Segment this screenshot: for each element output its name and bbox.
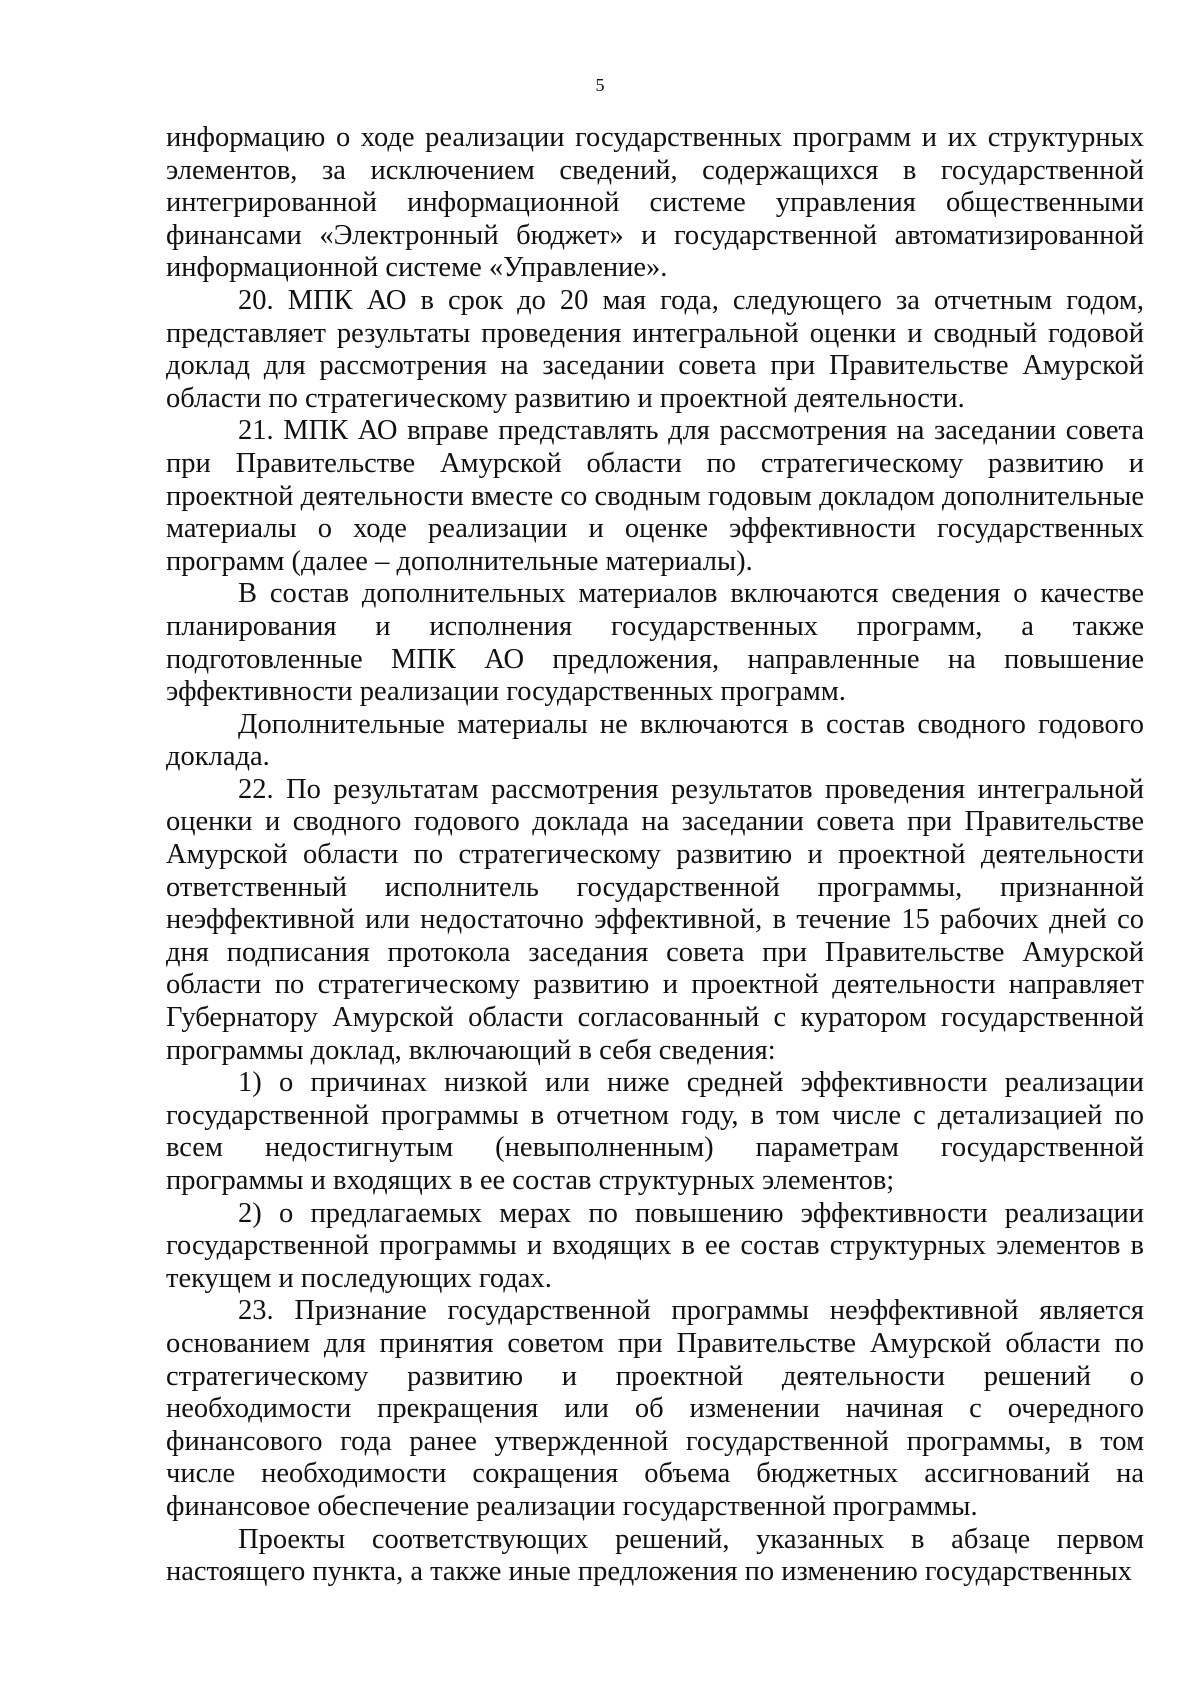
paragraph-continuation: информацию о ходе реализации государственных программ и их структурных элементов, за исключением сведений, содержащихся в государственной интегрированной информационной системе управления общественными финансами «Электронный бюджет» и государственной автоматизированной информационной системе «Управление». (166, 122, 1144, 284)
paragraph-item-22: 22. По результатам рассмотрения результатов проведения интегральной оценки и сводного годового доклада на заседании совета при Правительстве Амурской области по стратегическому развитию и проектной деятельности ответственный исполнитель государственной программы, признанной неэффективной или недостаточно эффективной, в течение 15 рабочих дней со дня подписания протокола заседания совета при Правительстве Амурской области по стратегическому развитию и проектной деятельности направляет Губернатору Амурской области согласованный с куратором государственной программы доклад, включающий в себя сведения: (166, 773, 1144, 1066)
paragraph-additional-materials-content: В состав дополнительных материалов включаются сведения о качестве планирования и исполнения государственных программ, а также подготовленные МПК АО предложения, направленные на повышение эффективности реализации государственных программ. (166, 578, 1144, 708)
page-number: 5 (595, 75, 605, 95)
paragraph-item-23: 23. Признание государственной программы неэффективной является основанием для принятия советом при Правительстве Амурской области по стратегическому развитию и проектной деятельности решений о необходимости прекращения или об изменении начиная с очередного финансового года ранее утвержденной государственной программы, в том числе необходимости сокращения объема бюджетных ассигнований на финансовое обеспечение реализации государственной программы. (166, 1295, 1144, 1522)
paragraph-item-20: 20. МПК АО в срок до 20 мая года, следующего за отчетным годом, представляет результаты проведения интегральной оценки и сводный годовой доклад для рассмотрения на заседании совета при Правительстве Амурской области по стратегическому развитию и проектной деятельности. (166, 284, 1144, 414)
paragraph-subitem-1: 1) о причинах низкой или ниже средней эффективности реализации государственной программы в отчетном году, в том числе с детализацией по всем недостигнутым (невыполненным) параметрам государственной программы и входящих в ее состав структурных элементов; (166, 1067, 1144, 1196)
paragraph-subitem-2: 2) о предлагаемых мерах по повышению эффективности реализации государственной программы и входящих в ее состав структурных элементов в текущем и последующих годах. (166, 1197, 1144, 1294)
paragraph-additional-materials-exclusion: Дополнительные материалы не включаются в состав сводного годового доклада. (166, 708, 1144, 773)
paragraph-item-21: 21. МПК АО вправе представлять для рассмотрения на заседании совета при Правительстве Амурской области по стратегическому развитию и проектной деятельности вместе со сводным годовым докладом дополнительные материалы о ходе реализации и оценке эффективности государственных программ (далее – дополнительные материалы). (166, 415, 1144, 577)
paragraph-draft-decisions: Проекты соответствующих решений, указанных в абзаце первом настоящего пункта, а также иные предложения по изменению государственных (166, 1523, 1144, 1588)
document-body (166, 122, 1144, 1589)
